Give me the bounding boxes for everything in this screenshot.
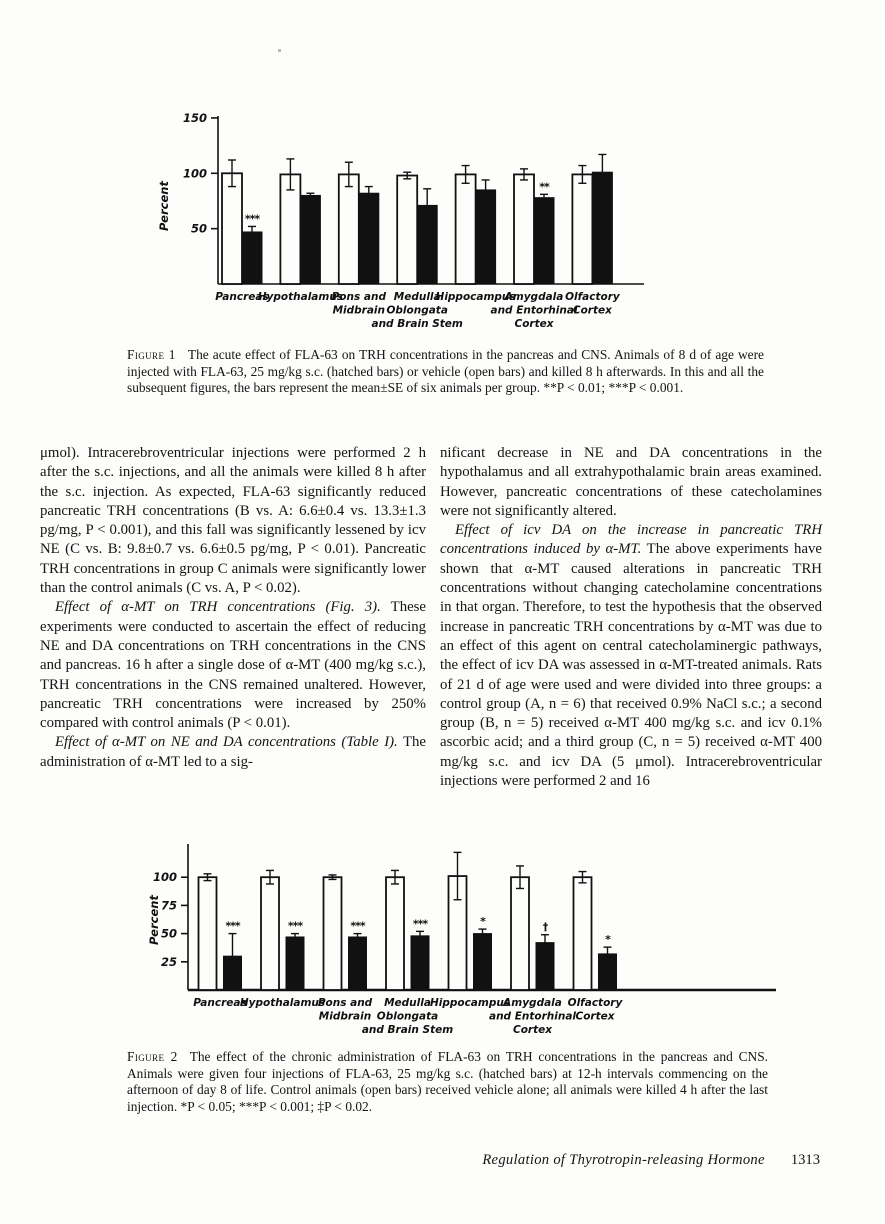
category-label-2: Pons and bbox=[317, 997, 373, 1009]
paragraph bbox=[40, 598, 426, 733]
category-label-5: Cortex bbox=[514, 318, 554, 330]
significance-marker-6: * bbox=[605, 933, 610, 947]
paragraph-text: The administration of α-MT led to a sig- bbox=[40, 734, 427, 770]
significance-marker-0: *** bbox=[244, 212, 260, 226]
category-label-5: and Entorhinal bbox=[488, 1010, 577, 1023]
category-label-2: Midbrain bbox=[332, 304, 386, 317]
category-label-5: Cortex bbox=[512, 1024, 553, 1036]
significance-marker-2: *** bbox=[350, 919, 365, 933]
scan-artifact bbox=[278, 49, 281, 52]
paragraph-lead: Effect of α-MT on NE and DA concentrations (Table I). bbox=[55, 734, 398, 751]
bar-open-2 bbox=[339, 174, 359, 284]
y-tick-label: 100 bbox=[152, 870, 177, 885]
bar-solid-1 bbox=[300, 195, 320, 284]
y-tick-label: 75 bbox=[160, 898, 177, 913]
figure1-bar-chart bbox=[152, 104, 712, 348]
paragraph bbox=[440, 521, 822, 791]
figure2-bar-chart bbox=[148, 838, 808, 1050]
paragraph-lead: Effect of α-MT on TRH concentrations (Fig. 3). bbox=[55, 599, 381, 616]
bar-open-3 bbox=[386, 877, 404, 990]
bar-open-6 bbox=[574, 877, 592, 990]
category-label-3: Medulla bbox=[393, 291, 441, 303]
figure2-caption-text: The effect of the chronic administration of FLA-63 on TRH concentrations in the pancreas and CNS. Animals were given four injections of FLA-63, 25 mg/kg s.c. (hatched bars) at 12-h intervals commencing on the afternoon of day 8 of life. Control animals (open bars) received vehicle alone; all animals were killed 4 h after the last injection. *P < 0.05; ***P < 0.001; ‡P < 0.02. bbox=[127, 1049, 769, 1114]
bar-solid-4 bbox=[476, 190, 496, 284]
figure1-caption-text: The acute effect of FLA-63 on TRH concentrations in the pancreas and CNS. Animals of 8 d of age were injected with FLA-63, 25 mg/kg s.c. (hatched bars) or vehicle (open bars) and killed 8 h afterwards. In this and all the subsequent figures, the bars represent the mean±SE of six animals per group. **P < 0.01; ***P < 0.001. bbox=[127, 347, 765, 396]
bar-open-1 bbox=[261, 877, 279, 990]
bar-open-0 bbox=[222, 173, 242, 284]
significance-marker-5: ** bbox=[539, 180, 549, 194]
figure1-caption-label: Figure 1 bbox=[127, 347, 176, 362]
paragraph-text: These experiments were conducted to ascertain the effect of reducing NE and DA concentrations on TRH concentrations in the CNS and pancreas. 16 h after a single dose of α-MT (400 mg/kg s.c.), TRH concentrations in the CNS remained unaltered. However, pancreatic TRH concentrations were increased by 250% compared with control animals (P < 0.01). bbox=[40, 599, 426, 732]
paragraph bbox=[40, 733, 426, 772]
category-label-5: Amygdala bbox=[503, 997, 562, 1009]
bar-open-5 bbox=[511, 877, 529, 990]
body-left-column bbox=[40, 444, 426, 772]
bar-solid-5 bbox=[534, 198, 554, 284]
category-label-6: Olfactory bbox=[565, 291, 620, 303]
bar-solid-2 bbox=[349, 937, 367, 990]
significance-marker-5: † bbox=[542, 920, 548, 934]
category-label-3: and Brain Stem bbox=[361, 1024, 454, 1036]
category-label-1: Hypothalamus bbox=[239, 997, 326, 1009]
bar-solid-3 bbox=[411, 936, 429, 990]
paragraph-text: The above experiments have shown that α-MT caused alterations in pancreatic TRH concentrations without changing catecholamine concentrations in that organ. Therefore, to test the hypothesis that the observed increase in pancreatic TRH concentrations by α-MT was due to an effect of this agent on central catecholaminergic pathways, the effect of icv DA was assessed in α-MT-treated animals. Rats of 21 d of age were used and were divided into three groups: a control group (A, n = 6) that received 0.9% NaCl s.c.; a second group (B, n = 5) received α-MT 400 mg/kg s.c. and icv 0.1% ascorbic acid; and a third group (C, n = 5) received α-MT 400 mg/kg s.c. and icv DA (5 μmol). Intracerebroventricular injections were performed 2 and 16 bbox=[440, 541, 822, 790]
bar-open-2 bbox=[324, 877, 342, 990]
significance-marker-1: *** bbox=[287, 919, 303, 933]
page-number: 1313 bbox=[790, 1152, 820, 1168]
bar-solid-0 bbox=[242, 232, 262, 284]
figure-1 bbox=[152, 104, 712, 353]
category-label-2: Pons and bbox=[331, 291, 386, 303]
running-title: Regulation of Thyrotropin-releasing Hormone bbox=[482, 1152, 765, 1168]
y-axis-title: Percent bbox=[148, 895, 161, 945]
category-label-1: Hypothalamus bbox=[257, 291, 344, 303]
category-label-0: Pancreas bbox=[215, 291, 269, 303]
y-tick-label: 50 bbox=[190, 221, 207, 236]
significance-marker-0: *** bbox=[225, 919, 240, 933]
figure1-caption bbox=[127, 347, 764, 397]
y-tick-label: 100 bbox=[182, 166, 207, 181]
body-right-column bbox=[440, 444, 822, 791]
bar-solid-2 bbox=[359, 193, 379, 284]
paragraph bbox=[40, 444, 426, 598]
paragraph-lead: Effect of icv DA on the increase in pancreatic TRH concentrations induced by α-MT. bbox=[440, 522, 822, 558]
category-label-6: Cortex bbox=[572, 304, 612, 317]
category-label-5: and Entorhinal bbox=[490, 304, 578, 317]
category-label-5: Amygdala bbox=[504, 291, 564, 303]
figure2-caption-label: Figure 2 bbox=[127, 1049, 178, 1064]
category-label-4: Hippocampus bbox=[429, 997, 511, 1009]
category-label-2: Midbrain bbox=[318, 1010, 372, 1023]
bar-solid-1 bbox=[286, 937, 304, 990]
bar-open-1 bbox=[280, 174, 300, 284]
bar-open-6 bbox=[572, 174, 592, 284]
category-label-3: and Brain Stem bbox=[371, 318, 463, 330]
figure2-caption bbox=[127, 1049, 768, 1115]
category-label-3: Medulla bbox=[384, 997, 431, 1009]
y-tick-label: 150 bbox=[182, 110, 207, 125]
category-label-3: Oblongata bbox=[376, 1010, 439, 1023]
page-footer bbox=[0, 1152, 820, 1169]
category-label-4: Hippocampus bbox=[435, 291, 516, 303]
y-tick-label: 50 bbox=[160, 926, 177, 941]
category-label-6: Olfactory bbox=[567, 997, 623, 1009]
bar-solid-4 bbox=[474, 934, 492, 990]
category-label-0: Pancreas bbox=[193, 997, 247, 1009]
figure-2 bbox=[148, 838, 808, 1055]
significance-marker-4: * bbox=[480, 915, 485, 929]
y-tick-label: 25 bbox=[160, 954, 177, 969]
category-label-6: Cortex bbox=[575, 1010, 615, 1023]
paragraph-text: μmol). Intracerebroventricular injections were performed 2 h after the s.c. injections, and all the animals were killed 8 h after the s.c. injection. As expected, FLA-63 significantly reduced pancreatic TRH concentrations (B vs. A: 6.6±0.4 vs. 13.3±1.3 pg/mg, P < 0.001), and this fall was significantly lessened by icv NE (C vs. B: 9.8±0.7 vs. 6.6±0.5 pg/mg, P < 0.01). Pancreatic TRH concentrations in group C animals were significantly lower than the control animals (C vs. A, P < 0.02). bbox=[40, 445, 426, 597]
paragraph bbox=[440, 444, 822, 521]
category-label-3: Oblongata bbox=[386, 304, 448, 317]
paragraph-text: nificant decrease in NE and DA concentrations in the hypothalamus and all extrahypothalamic brain areas examined. However, pancreatic concentrations of these catecholamines were not significantly altered. bbox=[440, 445, 822, 519]
bar-open-4 bbox=[456, 174, 476, 284]
bar-open-5 bbox=[514, 174, 534, 284]
bar-open-3 bbox=[397, 176, 417, 284]
bar-open-0 bbox=[199, 877, 217, 990]
y-axis-title: Percent bbox=[157, 181, 171, 231]
significance-marker-3: *** bbox=[412, 917, 428, 931]
